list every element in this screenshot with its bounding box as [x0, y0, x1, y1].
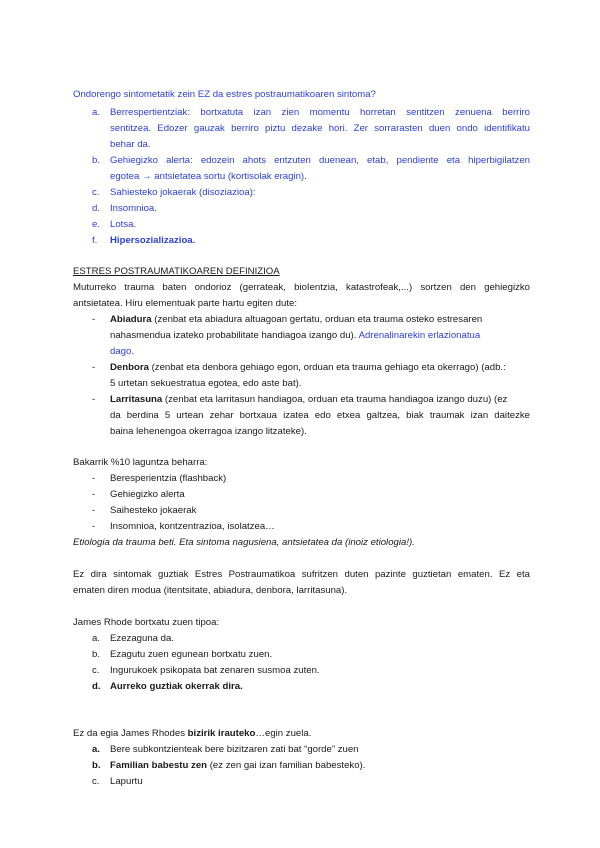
q1-option-c-marker: c. [92, 187, 100, 198]
q1-option-b-line2: egotea → antsietatea sortu (kortisolak eragin). [110, 171, 307, 182]
q1-option-f-marker: f. [92, 235, 98, 246]
q3-option-b [110, 760, 365, 772]
help-bullet: - [92, 473, 96, 484]
help-item: Insomnioa, kontzentrazioa, isolatzea… [110, 521, 275, 532]
q3-option-a: Bere subkontzienteak bere bizitzaren zati bat “gorde” zuen [110, 744, 359, 755]
help-item: Saihesteko jokaerak [110, 505, 197, 516]
definition-item-larritasuna-line2: da berdina 5 urtean zehar bortxaua izatea edo etxea galtzea, biak traumak izan daitezke [110, 410, 530, 421]
term-larritasuna: Larritasuna [110, 394, 163, 405]
definition-intro-line2: antsietatea. Hiru elementuak parte hartu egiten dute: [73, 298, 297, 309]
q2-option-b: Ezagutu zuen egunean bortxatu zuen. [110, 649, 273, 660]
q3-option-marker: a. [92, 744, 101, 755]
help-bullet: - [92, 489, 96, 500]
q1-option-e-text: Lotsa. [110, 219, 137, 230]
abiadura-desc-1: (zenbat eta abiadura altuagoan gertatu, orduan eta trauma osteko estresaren [151, 314, 483, 325]
q1-option-f-text: Hipersozializazioa. [110, 235, 196, 246]
paragraph-line2: ematen diren modua (itentsitate, abiadura, denbora, larritasuna). [73, 585, 348, 596]
definition-intro-line1: Muturreko trauma baten ondorioz (gerrateak, bioIentzia, katastrofeak,...) sortzen den gehiegizko [73, 282, 530, 293]
definition-item-abiadura-line1 [110, 314, 530, 326]
definition-item-marker: - [92, 394, 96, 405]
help-item: Beresperientzia (flashback) [110, 473, 227, 484]
q1-option-d-text: Insomnioa. [110, 203, 157, 214]
paragraph-line1: Ez dira sintomak guztiak Estres Postraumatikoa sufritzen duten pazinte guztietan ematen. Ez eta [73, 569, 530, 580]
help-title: Bakarrik %10 laguntza beharra: [73, 457, 208, 468]
q1-option-c-text: Sahiesteko jokaerak (disoziazioa): [110, 187, 256, 198]
definition-item-denbora-line2: 5 urtetan sekuestratua egotea, edo aste bat). [110, 378, 302, 389]
q2-option-marker: c. [92, 665, 100, 676]
q2-option-d: Aurreko guztiak okerrak dira. [110, 681, 243, 692]
q2-option-a: Ezezaguna da. [110, 633, 175, 644]
q3-option-b-bold: Familian babestu zen [110, 760, 208, 771]
definition-item-abiadura-line2 [110, 330, 480, 342]
q3-option-c: Lapurtu [110, 776, 143, 787]
q2-option-marker: d. [92, 681, 101, 692]
q1-question: Ondorengo sintometatik zein EZ da estres postraumatikoaren sintoma? [73, 89, 376, 100]
definition-item-denbora-line1 [110, 362, 506, 374]
q3-question-bold: bizirik irauteko [187, 728, 256, 739]
definition-item-larritasuna-line3: baina lehenengoa okerragoa izango litzateke). [110, 426, 307, 437]
term-abiadura: Abiadura [110, 314, 152, 325]
q3-option-marker: c. [92, 776, 100, 787]
denbora-desc-1: (zenbat eta denbora gehiago egon, orduan eta trauma gehiago eta okerrago) (adb.: [148, 362, 506, 373]
q3-question-post: …egin zuela. [255, 728, 312, 739]
q2-question: James Rhode bortxatu zuen tipoa: [73, 617, 220, 628]
help-bullet: - [92, 521, 96, 532]
abiadura-desc-2: nahasmendua izateko probabilitate handiagoa izango du). [110, 330, 359, 341]
definition-item-abiadura-line3: dago. [110, 346, 135, 357]
q1-option-d-marker: d. [92, 203, 101, 214]
term-denbora: Denbora [110, 362, 149, 373]
q1-option-a-line2: sentitzea. Edozer gauzak berriro piztu dezake hori. Zer sorrarasten duen ondo identifikatu [110, 123, 530, 134]
q2-option-c: Ingurukoek psikopata bat zenaren susmoa zuten. [110, 665, 320, 676]
abiadura-blue-1: Adrenalinarekin erlazionatua [358, 330, 481, 341]
q2-option-marker: b. [92, 649, 101, 660]
help-bullet: - [92, 505, 96, 516]
q3-question [73, 728, 311, 740]
help-note: Etiologia da trauma beti. Eta sintoma nagusiena, antsietatea da (inoiz etiologia!). [73, 537, 415, 548]
larritasuna-desc-1: (zenbat eta larritasun handiagoa, orduan eta trauma handiagoa izango duzu) (ez [162, 394, 508, 405]
q1-option-e-marker: e. [92, 219, 101, 230]
definition-item-marker: - [92, 362, 96, 373]
q1-option-b-marker: b. [92, 155, 101, 166]
definition-item-larritasuna-line1 [110, 394, 507, 406]
q1-option-a-line3: behar da. [110, 139, 151, 150]
q1-option-b-line1: Gehiegizko alerta: edozein ahots entzuten duenean, etab, pendiente eta hiperbigilatzen [110, 155, 530, 166]
definition-item-marker: - [92, 314, 96, 325]
help-item: Gehiegizko alerta [110, 489, 185, 500]
q3-question-pre: Ez da egia James Rhodes [73, 728, 188, 739]
q3-option-b-post: (ez zen gai izan familian babesteko). [207, 760, 366, 771]
q1-option-a-marker: a. [92, 107, 101, 118]
definition-heading: ESTRES POSTRAUMATIKOAREN DEFINIZIOA [73, 266, 280, 277]
q1-option-a-line1: Berrespertientziak: bortxatuta izan zien momentu horretan sentitzen zenuena berriro [110, 107, 530, 118]
q3-option-marker: b. [92, 760, 101, 771]
q2-option-marker: a. [92, 633, 101, 644]
